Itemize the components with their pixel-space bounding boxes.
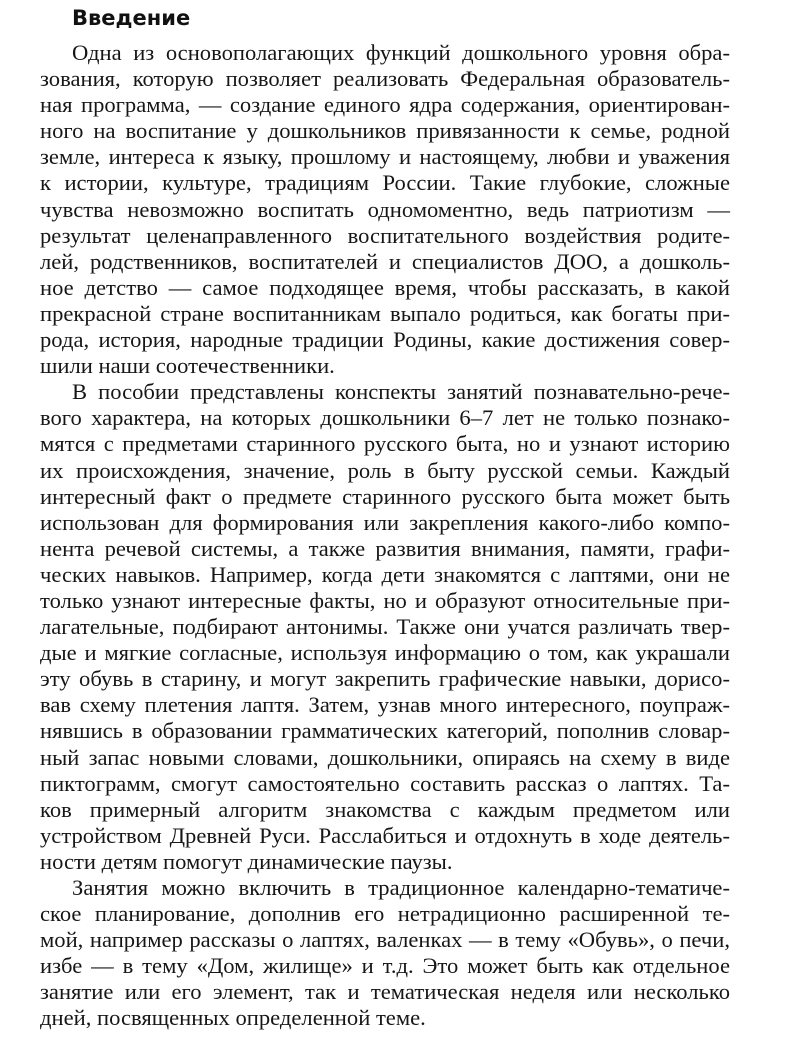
text-line: В пособии представлены конспекты занятий познавательно-рече- <box>72 379 730 405</box>
text-line: прекрасной стране воспитанникам выпало родиться, как богаты при- <box>40 300 730 326</box>
text-line: нента речевой системы, а также развития внимания, памяти, графи- <box>40 535 730 561</box>
text-line: дней, посвященных определенной теме. <box>40 1005 426 1031</box>
text-line: устройством Древней Руси. Расслабиться и отдохнуть в ходе деятель- <box>40 822 730 848</box>
text-line: результат целенаправленного воспитательного воздействия родите- <box>40 222 730 248</box>
text-line: шили наши соотечественники. <box>40 353 335 379</box>
text-line: мой, например рассказы о лаптях, валенках — в тему «Обувь», о печи, <box>40 927 730 953</box>
text-line: ческих навыков. Например, когда дети знакомятся с лаптями, они не <box>40 561 730 587</box>
text-line: Одна из основополагающих функций дошкольного уровня обра- <box>72 40 730 65</box>
text-line: ная программа, — создание единого ядра содержания, ориентирован- <box>40 92 730 118</box>
text-line: ное детство — самое подходящее время, чтобы рассказать, в какой <box>40 274 730 300</box>
text-line: Занятия можно включить в традиционное календарно-тематиче- <box>72 875 730 900</box>
text-line: ный запас новыми словами, дошкольники, опираясь на схему в виде <box>40 744 730 770</box>
body-text <box>40 40 730 1032</box>
text-line: лагательные, подбирают антонимы. Также они учатся различать твер- <box>40 614 730 640</box>
text-line: зования, которую позволяет реализовать Федеральная образователь- <box>40 66 730 92</box>
text-line: чувства невозможно воспитать одномоментно, ведь патриотизм — <box>40 196 730 222</box>
text-line: эту обувь в старину, и могут закрепить графические навыки, дорисо- <box>40 666 730 692</box>
text-line: к истории, культуре, традициям России. Такие глубокие, сложные <box>40 170 730 196</box>
text-line: занятие или его элемент, так и тематическая неделя или несколько <box>40 979 730 1005</box>
text-line: избе — в тему «Дом, жилище» и т.д. Это может быть как отдельное <box>40 953 730 979</box>
paragraph <box>40 379 730 875</box>
text-line: пиктограмм, смогут самостоятельно составить рассказ о лаптях. Та- <box>40 770 730 796</box>
text-line: нявшись в образовании грамматических категорий, пополнив словар- <box>40 718 730 744</box>
text-line: ское планирование, дополнив его нетрадиционно расширенной те- <box>40 901 730 927</box>
paragraph <box>40 875 730 1032</box>
text-line: интересный факт о предмете старинного русского быта может быть <box>40 483 730 509</box>
section-heading: Введение <box>72 6 191 30</box>
text-line: их происхождения, значение, роль в быту русской семьи. Каждый <box>40 457 730 483</box>
text-line: вого характера, на которых дошкольники 6–7 лет не только познако- <box>40 405 730 431</box>
text-line: использован для формирования или закрепления какого-либо компо- <box>40 509 730 535</box>
text-line: лей, родственников, воспитателей и специалистов ДОО, а дошколь- <box>40 248 730 274</box>
paragraph <box>40 40 730 379</box>
text-line: рода, история, народные традиции Родины, какие достижения совер- <box>40 327 730 353</box>
text-line: дые и мягкие согласные, используя информацию о том, как украшали <box>40 640 730 666</box>
text-line: ности детям помогут динамические паузы. <box>40 848 453 874</box>
text-line: ного на воспитание у дошкольников привязанности к семье, родной <box>40 118 730 144</box>
text-line: только узнают интересные факты, но и образуют относительные при- <box>40 587 730 613</box>
text-line: ков примерный алгоритм знакомства с каждым предметом или <box>40 796 730 822</box>
text-line: мятся с предметами старинного русского быта, но и узнают историю <box>40 431 730 457</box>
text-line: вав схему плетения лаптя. Затем, узнав много интересного, поупраж- <box>40 692 730 718</box>
text-line: земле, интереса к языку, прошлому и настоящему, любви и уважения <box>40 144 730 170</box>
